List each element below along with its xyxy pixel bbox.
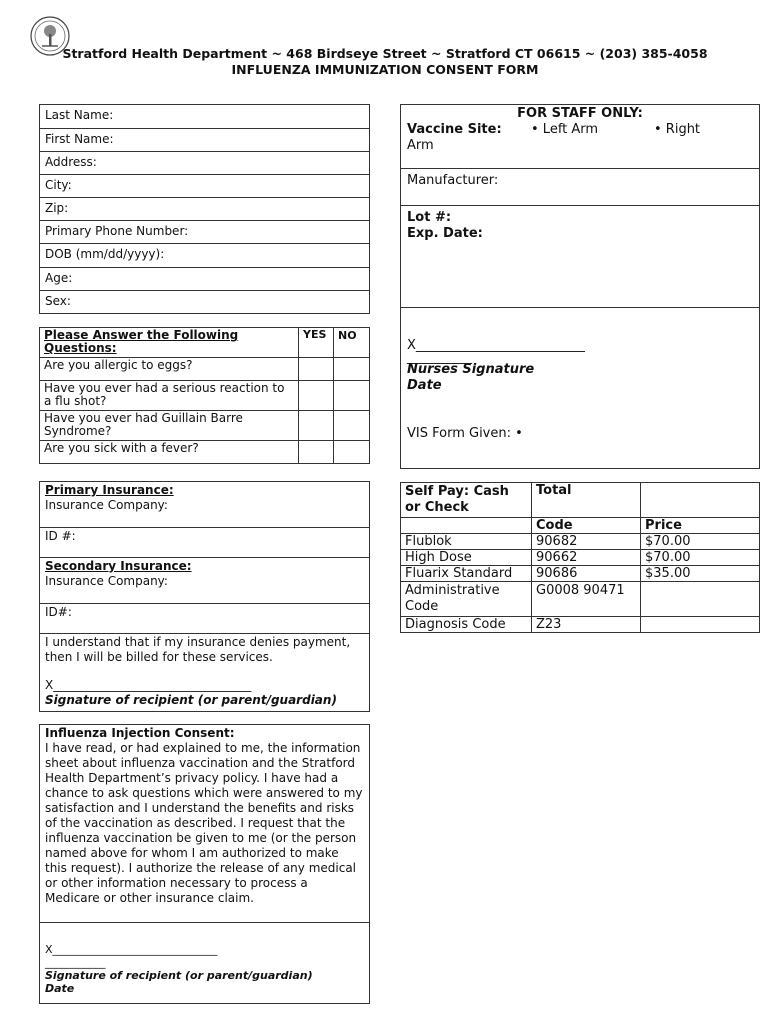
total-label: Total [532, 483, 641, 518]
sex-field[interactable]: Sex: [45, 294, 71, 308]
admin-code-label: Administrative Code [401, 582, 532, 617]
price-header: Price [641, 518, 760, 534]
phone-field[interactable]: Primary Phone Number: [40, 221, 369, 244]
manufacturer-field[interactable]: Manufacturer: [401, 169, 759, 206]
last-name-field[interactable]: Last Name: [40, 105, 369, 129]
nurse-signature-label: Nurses Signature [407, 362, 535, 377]
question-guillain-barre: Have you ever had Guillain Barre Syndrome? [40, 411, 299, 441]
vaccine-code: 90662 [532, 550, 641, 566]
vaccine-name: High Dose [401, 550, 532, 566]
yes-checkbox[interactable] [299, 441, 334, 464]
billing-statement: I understand that if my insurance denies payment, then I will be billed for these services. [45, 635, 351, 664]
no-checkbox[interactable] [334, 358, 370, 381]
nurse-signature-line[interactable]: X__________________________ [407, 338, 585, 353]
no-checkbox[interactable] [334, 411, 370, 441]
staff-heading: FOR STAFF ONLY: [517, 106, 643, 121]
question-flu-reaction: Have you ever had a serious reaction to a flu shot? [40, 381, 299, 411]
left-arm-option[interactable]: • Left Arm [531, 122, 599, 137]
questions-table [39, 327, 370, 464]
insurance-signature-label: Signature of recipient (or parent/guardian) [45, 693, 337, 707]
primary-insurance-company-field[interactable]: Insurance Company: [45, 498, 168, 512]
insurance-box [39, 481, 370, 712]
yes-checkbox[interactable] [299, 411, 334, 441]
consent-date-label: Date [45, 982, 75, 995]
self-pay-label: Self Pay: Cash or Check [401, 483, 532, 518]
arm-label: Arm [407, 138, 434, 153]
question-eggs: Are you allergic to eggs? [40, 358, 299, 381]
consent-signature-line-2[interactable]: ___________ [45, 956, 106, 969]
question-fever: Are you sick with a fever? [40, 441, 299, 464]
vis-form-given[interactable]: VIS Form Given: • [407, 426, 523, 441]
department-address: Stratford Health Department ~ 468 Birdseye Street ~ Stratford CT 06615 ~ (203) 385-4058 [62, 46, 708, 61]
right-arm-option[interactable]: • Right [654, 122, 701, 137]
vaccine-price: $70.00 [641, 534, 760, 550]
primary-insurance-heading: Primary Insurance: [45, 483, 174, 497]
zip-field[interactable]: Zip: [40, 198, 369, 221]
no-checkbox[interactable] [334, 381, 370, 411]
vaccine-name: Flublok [401, 534, 532, 550]
secondary-insurance-heading: Secondary Insurance: [45, 559, 192, 573]
vaccine-code: 90686 [532, 566, 641, 582]
vaccine-price: $70.00 [641, 550, 760, 566]
secondary-id-field[interactable]: ID#: [40, 604, 369, 634]
address-field[interactable]: Address: [40, 152, 369, 175]
vaccine-code: 90682 [532, 534, 641, 550]
form-title: INFLUENZA IMMUNIZATION CONSENT FORM [231, 62, 539, 77]
personal-info-box [39, 104, 370, 314]
exp-date-field[interactable]: Exp. Date: [407, 226, 483, 241]
yes-checkbox[interactable] [299, 358, 334, 381]
diagnosis-code-label: Diagnosis Code [401, 617, 532, 633]
total-value[interactable] [641, 483, 760, 518]
diagnosis-code-value: Z23 [532, 617, 641, 633]
questions-heading: Please Answer the Following Questions: [40, 328, 299, 358]
pricing-table [400, 482, 760, 633]
consent-body: I have read, or had explained to me, the information sheet about influenza vaccination and the Stratford Health Department’s privacy policy. I have had a chance to ask questions which were answered to my satisfaction and I understand the benefits and risks of the vaccination as described. I request that the influenza vaccination be given to me (or the person named above for whom I am authorized to make this request). I authorize the release of any medical or other information necessary to process a Medicare or other insurance claim. [45, 741, 363, 905]
vaccine-price: $35.00 [641, 566, 760, 582]
insurance-signature-line[interactable]: X_________________________________ [45, 678, 252, 692]
lot-number-field[interactable]: Lot #: [407, 210, 452, 225]
consent-signature-line[interactable]: X______________________________ [45, 943, 218, 956]
consent-box [39, 724, 370, 1004]
nurse-date-label: Date [407, 378, 442, 393]
no-checkbox[interactable] [334, 441, 370, 464]
primary-id-field[interactable]: ID #: [40, 528, 369, 558]
staff-only-box [400, 104, 760, 469]
yes-checkbox[interactable] [299, 381, 334, 411]
no-header: NO [334, 328, 370, 358]
vaccine-site-label: Vaccine Site: [407, 122, 502, 137]
yes-header: YES [299, 328, 334, 358]
code-header: Code [532, 518, 641, 534]
consent-heading: Influenza Injection Consent: [45, 726, 235, 740]
first-name-field[interactable]: First Name: [40, 129, 369, 152]
age-field[interactable]: Age: [40, 268, 369, 291]
dob-field[interactable]: DOB (mm/dd/yyyy): [40, 244, 369, 268]
form-header [0, 46, 770, 78]
secondary-insurance-company-field[interactable]: Insurance Company: [45, 574, 168, 588]
admin-code-value: G0008 90471 [532, 582, 641, 617]
consent-signature-label: Signature of recipient (or parent/guardian) [45, 969, 313, 982]
vaccine-name: Fluarix Standard [401, 566, 532, 582]
city-field[interactable]: City: [40, 175, 369, 198]
nurse-signature-line-2[interactable]: __________ [407, 350, 472, 365]
